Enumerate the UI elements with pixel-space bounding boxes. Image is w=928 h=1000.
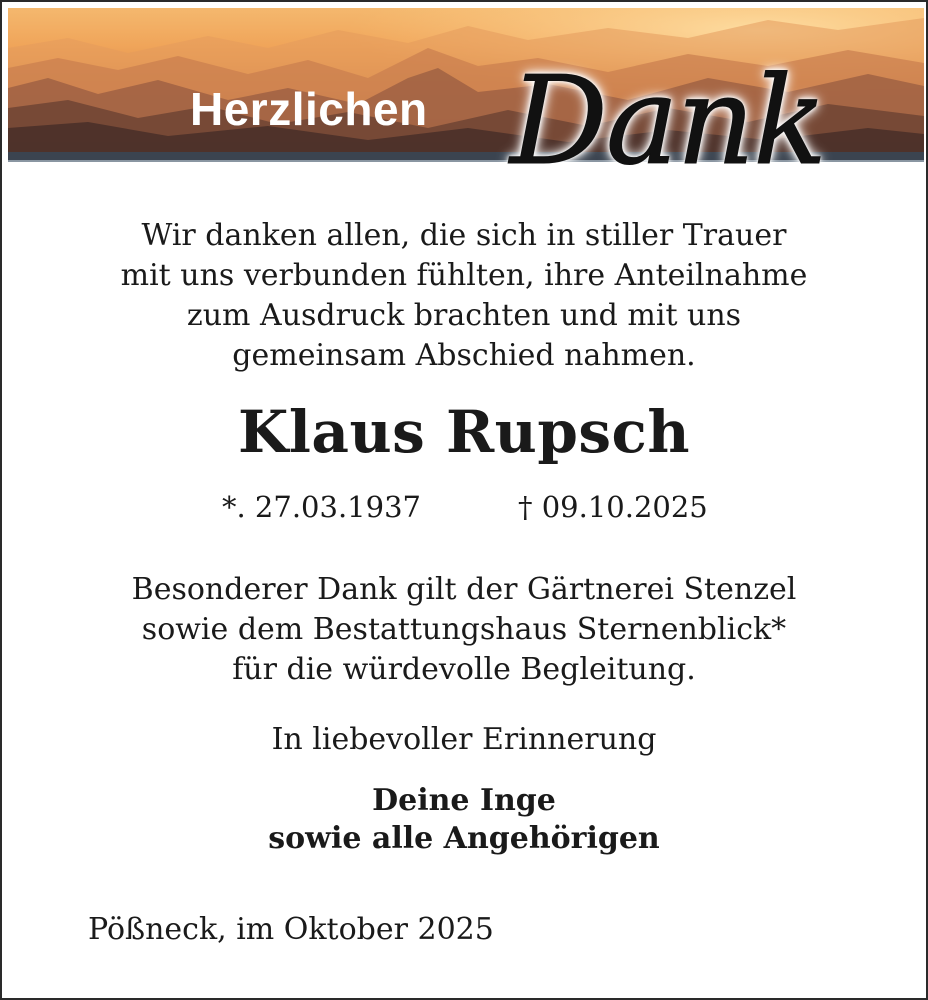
intro-line: gemeinsam Abschied nahmen. bbox=[232, 338, 696, 373]
signature bbox=[2, 782, 926, 858]
thanks-line: Besonderer Dank gilt der Gärtnerei Stenzel bbox=[131, 572, 797, 607]
signature-line-1: Deine Inge bbox=[372, 783, 556, 818]
thanks-line: für die würdevolle Begleitung. bbox=[232, 652, 696, 687]
thanks-line: sowie dem Bestattungshaus Sternenblick* bbox=[141, 612, 787, 647]
header-title-dank: Dank bbox=[510, 50, 826, 192]
memory-line: In liebevoller Erinnerung bbox=[271, 722, 657, 757]
place-and-date: Pößneck, im Oktober 2025 bbox=[88, 912, 494, 947]
intro-line: zum Ausdruck brachten und mit uns bbox=[186, 298, 742, 333]
header-title-herzlichen: Herzlichen bbox=[190, 83, 428, 135]
birth-date: *. 27.03.1937 bbox=[222, 490, 421, 524]
intro-line: mit uns verbunden fühlten, ihre Anteilnahme bbox=[120, 258, 808, 293]
signature-line-2: sowie alle Angehörigen bbox=[268, 821, 660, 856]
intro-text bbox=[2, 216, 926, 376]
special-thanks-text bbox=[2, 570, 926, 690]
death-date: † 09.10.2025 bbox=[518, 490, 708, 524]
intro-line: Wir danken allen, die sich in stiller Trauer bbox=[141, 218, 787, 253]
deceased-name: Klaus Rupsch bbox=[237, 398, 691, 466]
